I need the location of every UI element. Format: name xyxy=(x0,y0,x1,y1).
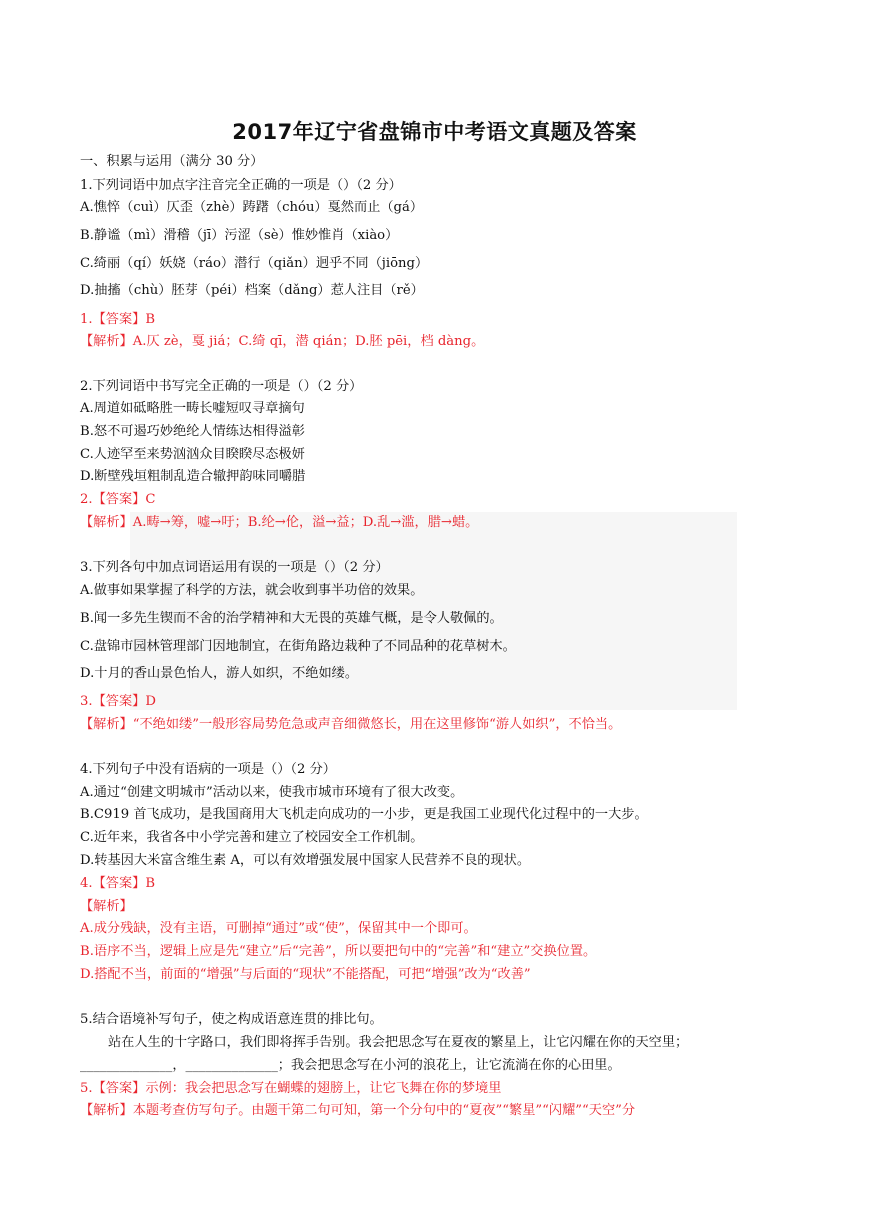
section-heading: 一、积累与运用（满分 30 分） xyxy=(80,154,264,169)
q4-explain-b: B.语序不当，逻辑上应是先“建立”后“完善”，所以要把句中的“完善”和“建立”交换位置。 xyxy=(80,944,597,959)
q1-stem: 1.下列词语中加点字注音完全正确的一项是（）（2 分） xyxy=(80,178,402,193)
q4-explain-a: A.成分残缺，没有主语，可删掉“通过”或“使”，保留其中一个即可。 xyxy=(80,921,477,936)
q2-option-a: A.周道如砥略胜一畴长嘘短叹寻章摘句 xyxy=(80,401,305,416)
q4-option-c: C.近年来，我省各中小学完善和建立了校园安全工作机制。 xyxy=(80,830,424,845)
q4-option-a: A.通过“创建文明城市”活动以来，使我市城市环境有了很大改变。 xyxy=(80,785,464,800)
q1-option-a: A.憔悴（cuì）仄歪（zhè）踌躇（chóu）戛然而止（gá） xyxy=(80,200,424,215)
q1-analysis: 【解析】A.仄 zè，戛 jiá；C.绮 qī，潜 qián；D.胚 pēi，档 dàng。 xyxy=(80,334,485,349)
q4-answer: 4.【答案】B xyxy=(80,876,156,891)
q2-option-d: D.断壁残垣粗制乱造合辙押韵味同嚼腊 xyxy=(80,469,306,484)
q1-option-c: C.绮丽（qí）妖娆（ráo）潜行（qiǎn）迥乎不同（jiōng） xyxy=(80,256,429,271)
q1-answer: 1.【答案】B xyxy=(80,312,156,327)
q1-option-b: B.静谧（mì）滑稽（jī）污涩（sè）惟妙惟肖（xiào） xyxy=(80,228,399,243)
q2-option-c: C.人迹罕至来势汹汹众目睽睽尽态极妍 xyxy=(80,447,305,462)
q5-stem: 5.结合语境补写句子，使之构成语意连贯的排比句。 xyxy=(80,1012,383,1027)
q3-stem: 3.下列各句中加点词语运用有误的一项是（）（2 分） xyxy=(80,560,389,575)
q4-explain-d: D.搭配不当，前面的“增强”与后面的“现状”不能搭配，可把“增强”改为“改善” xyxy=(80,967,531,982)
q4-analysis-label: 【解析】 xyxy=(80,899,133,914)
q5-answer: 5.【答案】示例：我会把思念写在蝴蝶的翅膀上，让它飞舞在你的梦境里 xyxy=(80,1081,502,1096)
q2-option-b: B.怒不可遏巧妙绝纶人情练达相得溢彰 xyxy=(80,424,305,439)
q1-option-d: D.抽搐（chù）胚芽（péi）档案（dǎng）惹人注目（rě） xyxy=(80,283,424,298)
q4-option-d: D.转基因大米富含维生素 A，可以有效增强发展中国家人民营养不良的现状。 xyxy=(80,853,531,868)
q2-answer: 2.【答案】C xyxy=(80,492,156,507)
q3-option-c: C.盘锦市园林管理部门因地制宜，在街角路边栽种了不同品种的花草树木。 xyxy=(80,639,516,654)
q3-analysis: 【解析】“不绝如缕”一般形容局势危急或声音细微悠长，用在这里修饰“游人如织”，不恰当。 xyxy=(80,717,622,732)
q3-answer: 3.【答案】D xyxy=(80,694,156,709)
q2-stem: 2.下列词语中书写完全正确的一项是（）（2 分） xyxy=(80,379,363,394)
q4-option-b: B.C919 首飞成功，是我国商用大飞机走向成功的一小步，更是我国工业现代化过程中的一大步。 xyxy=(80,807,648,822)
q5-analysis: 【解析】本题考查仿写句子。由题干第二句可知，第一个分句中的“夏夜”“繁星”“闪耀”“天空”分 xyxy=(80,1103,636,1118)
q5-passage-line2: ______________，______________；我会把思念写在小河的浪花上，让它流淌在你的心田里。 xyxy=(80,1058,621,1073)
q3-option-a: A.做事如果掌握了科学的方法，就会收到事半功倍的效果。 xyxy=(80,583,424,598)
q3-option-b: B.闻一多先生锲而不舍的治学精神和大无畏的英雄气概，是令人敬佩的。 xyxy=(80,611,503,626)
q5-passage-line1: 站在人生的十字路口，我们即将挥手告别。我会把思念写在夏夜的繁星上，让它闪耀在你的天空里； xyxy=(108,1035,689,1050)
q4-stem: 4.下列句子中没有语病的一项是（）（2 分） xyxy=(80,762,336,777)
q3-option-d: D.十月的香山景色怡人，游人如织，不绝如缕。 xyxy=(80,666,359,681)
q2-analysis: 【解析】A.畴→筹，嘘→吁；B.纶→伦，溢→益；D.乱→滥，腊→蜡。 xyxy=(80,515,479,530)
page-title: 2017年辽宁省盘锦市中考语文真题及答案 xyxy=(232,120,637,144)
